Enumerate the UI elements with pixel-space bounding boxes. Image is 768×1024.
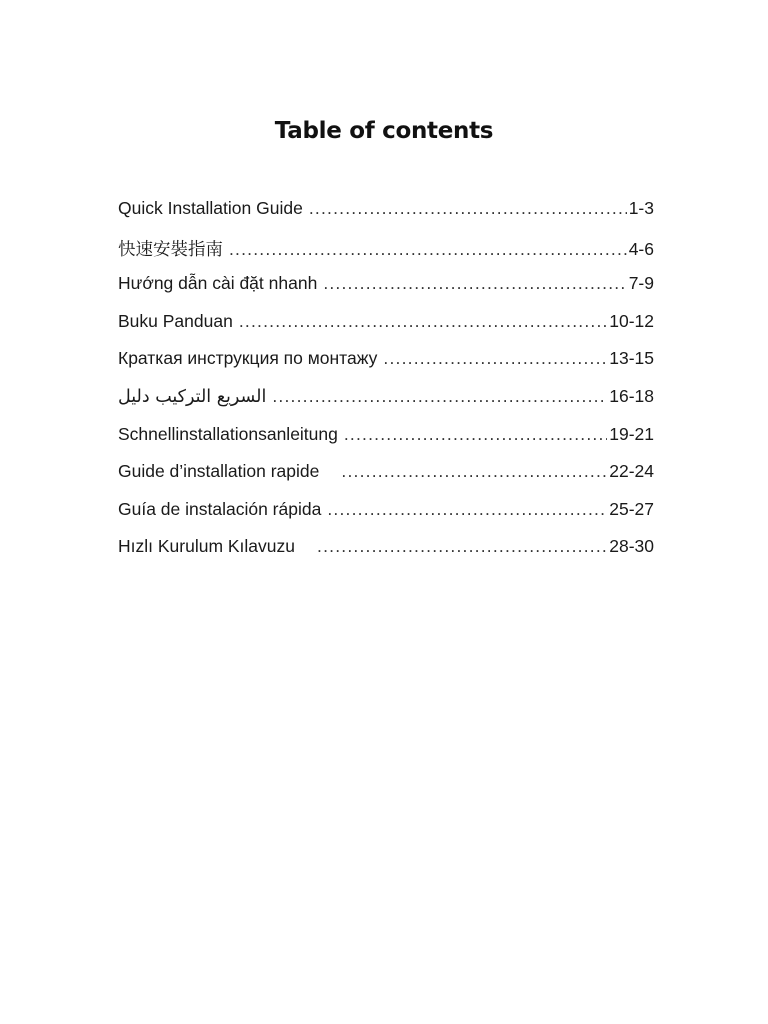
toc-entry	[118, 499, 654, 537]
toc-entry	[118, 386, 654, 424]
toc-entry	[118, 273, 654, 311]
toc-entry-pages: 4-6	[628, 238, 654, 259]
toc-entry	[118, 461, 654, 499]
dot-leader	[327, 499, 607, 520]
page-title: Table of contents	[274, 118, 494, 144]
toc-entry-pages: 28-30	[609, 536, 654, 557]
table-of-contents	[118, 198, 654, 574]
toc-entry-label: Guide d’installation rapide	[118, 461, 320, 482]
toc-entry-label: 快速安裝指南	[118, 239, 223, 260]
toc-entry-pages: 7-9	[628, 273, 654, 294]
toc-entry-label: Краткая инструкция по монтажу	[118, 348, 378, 369]
toc-entry-label: Hướng dẫn cài đặt nhanh	[118, 273, 318, 294]
dot-leader	[323, 273, 626, 294]
toc-entry-label: السريع التركيب دليل	[118, 386, 267, 407]
dot-leader	[317, 536, 607, 557]
dot-leader	[341, 461, 607, 482]
toc-entry-label: Hızlı Kurulum Kılavuzu	[118, 536, 296, 557]
dot-leader	[239, 311, 607, 332]
toc-entry	[118, 348, 654, 386]
toc-entry-label: Buku Panduan	[118, 310, 233, 331]
dot-leader	[383, 348, 607, 369]
toc-entry-pages: 25-27	[609, 498, 654, 519]
toc-entry	[118, 311, 654, 349]
toc-entry-pages: 1-3	[628, 198, 654, 218]
toc-entry-label: Schnellinstallationsanleitung	[118, 423, 338, 444]
toc-entry	[118, 198, 654, 236]
toc-entry-label: Guía de instalación rápida	[118, 498, 322, 519]
toc-entry-pages: 16-18	[609, 385, 654, 406]
toc-entry	[118, 536, 654, 574]
toc-entry-pages: 19-21	[609, 423, 654, 444]
dot-leader	[309, 198, 627, 219]
toc-entry	[118, 424, 654, 462]
toc-entry	[118, 236, 654, 274]
toc-entry-pages: 10-12	[609, 310, 654, 331]
dot-leader	[272, 386, 607, 407]
toc-entry-label: Quick Installation Guide	[118, 198, 303, 218]
dot-leader	[344, 424, 607, 445]
toc-entry-pages: 13-15	[609, 348, 654, 369]
toc-entry-pages: 22-24	[609, 461, 654, 482]
dot-leader	[229, 239, 627, 260]
